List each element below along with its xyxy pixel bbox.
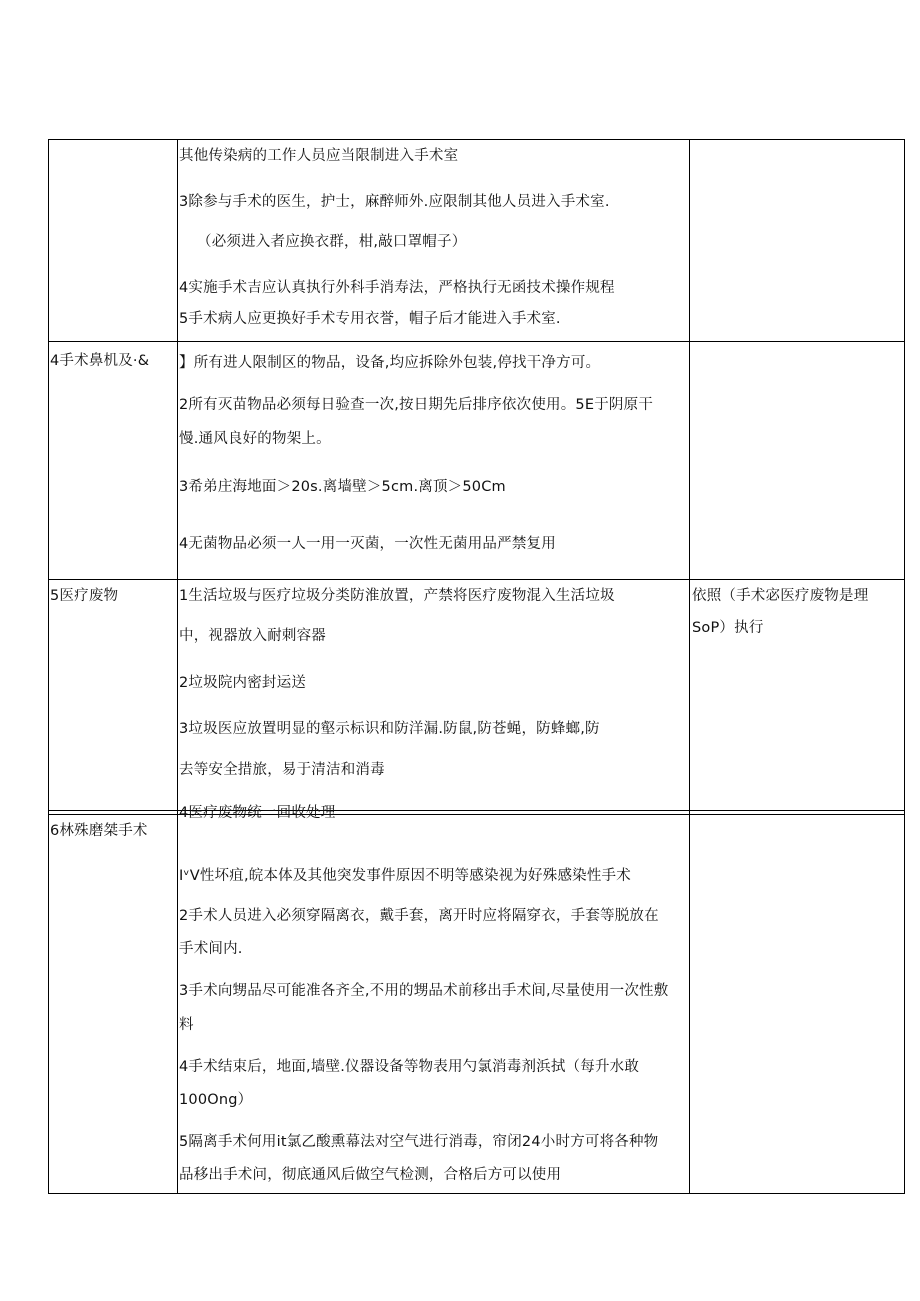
row-3-line-3: 2垃圾院内密封运送 (179, 675, 307, 691)
row-2-remark-cell (690, 342, 904, 579)
row-1-line-2: 3除参与手术的医生，护士，麻醉师外.应限制其他人员进入手术室. (179, 194, 610, 210)
row-4-label: 6林殊磨桀手术 (50, 823, 148, 839)
row-3-line-2: 中，视器放入耐刺容器 (179, 628, 326, 644)
row-3-remark-cell (690, 580, 904, 809)
row-4-line-4: 3手术向甥品尽可能准各齐全,不用的甥品术前移出手术间,尽量使用一次性敷 (179, 983, 669, 999)
row-4-label-cell (49, 815, 177, 1193)
row-2-label-cell (49, 342, 177, 579)
row-4-line-2: 2手术人员进入必须穿隔离衣，戴手套，离开时应将隔穿衣，手套等脱放在 (179, 908, 659, 924)
row-2-line-2: 2所有灭苗物品必须每日验查一次,按日期先后排序依次使用。5E于阴原干 (179, 397, 654, 413)
row-1-line-1: 其他传染病的工作人员应当限制进入手术室 (179, 148, 459, 164)
row-4-remark-cell (690, 815, 904, 1193)
row-1-label-cell (49, 140, 177, 341)
row-3-remark-line-1: 依照（手术宓医疗废物是理 (692, 588, 869, 604)
row-4-line-8: 5隔离手术何用it氯乙酸熏幕法对空气进行消毒，帘闭24小时方可将各种物 (179, 1134, 659, 1150)
row-1-line-3: （必须进入者应换衣群，柑,敲口罩帽子） (197, 234, 467, 250)
row-3-line-4: 3垃圾医应放置明显的壑示标识和防洋漏.防鼠,防苍蝇，防蜂螂,防 (179, 721, 600, 737)
row-3-line-5: 去等安全措旅，易于清洁和消毒 (179, 762, 385, 778)
row-2-line-3: 慢.通风良好的物架上。 (179, 431, 331, 447)
row-2-label: 4手术鼻机及·& (50, 353, 150, 369)
row-2-line-1: 】所有进人限制区的物品，设备,均应拆除外包装,停找干净方可。 (179, 355, 601, 371)
row-4-line-3: 手术间内. (179, 941, 243, 957)
procedure-table (48, 139, 904, 1193)
row-4-line-7: 100Ong） (179, 1092, 253, 1108)
row-1-remark-cell (690, 140, 904, 341)
table-rule-v-3 (904, 139, 905, 1194)
row-4-line-9: 品移出手术问，彻底通风后做空气检测，合格后方可以使用 (179, 1167, 562, 1183)
row-1-content-cell (178, 140, 689, 341)
row-2-content-cell (178, 342, 689, 579)
row-2-line-4: 3希弟庄海地面＞20s.离墙壁＞5cm.离顶＞50Cm (179, 479, 506, 495)
row-4-line-5: 料 (179, 1017, 194, 1033)
row-3-label-cell (49, 580, 177, 809)
row-2-line-5: 4无菌物品必须一人一用一灭菌，一次性无菌用品严禁复用 (179, 536, 556, 552)
row-1-line-5: 5手术病人应更换好手术专用衣誉，帽子后才能进入手术室. (179, 311, 561, 327)
row-4-line-1: IᵛV性坏疽,皖本体及其他突发事件原因不明等感染视为好殊感染性手术 (179, 868, 631, 884)
row-3-line-6: 4医疗废物统一回收处理 (179, 805, 336, 821)
table-rule-h-double (48, 810, 904, 811)
row-3-label: 5医疗废物 (50, 588, 119, 604)
row-3-remark-line-2: SoP）执行 (692, 620, 764, 636)
row-3-content-cell (178, 580, 689, 821)
row-3-line-1: 1生活垃圾与医疗垃圾分类防淮放置，产禁将医疗废物混入生活垃圾 (179, 588, 615, 604)
row-1-line-4: 4实施手术吉应认真执行外科手消寿法，严格执行无函技术操作规程 (179, 280, 615, 296)
row-4-line-6: 4手术结束后，地面,墙壁.仪器设备等物表用勺氯消毒剂浜拭（每升水敢 (179, 1059, 640, 1075)
row-4-content-cell (178, 815, 689, 1193)
